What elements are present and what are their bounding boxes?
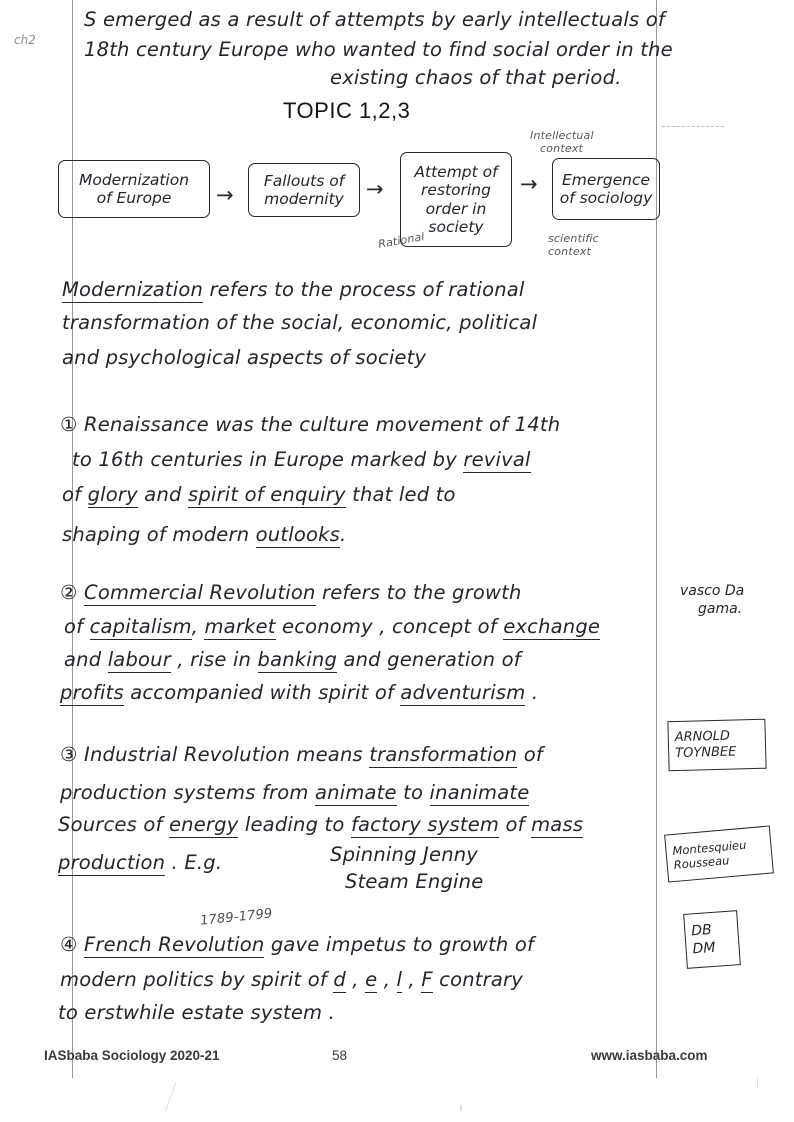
point-2-line-3-a: and (64, 648, 108, 671)
point-1-line-3 (62, 485, 456, 505)
annotation-scientific-context-line-1: scientific (548, 232, 599, 245)
point-4-line-1-rest: gave impetus to growth of (264, 933, 535, 956)
flow-box-fallouts-line-2: modernity (264, 190, 344, 208)
point-1-keyword-glory: glory (87, 483, 138, 506)
point-1-keyword-revival: revival (463, 448, 531, 471)
point-3-line-1 (84, 745, 543, 765)
footer-website: www.iasbaba.com (591, 1048, 708, 1063)
annotation-rational: Rational (377, 230, 426, 251)
flow-box-attempt-line-4: society (428, 217, 484, 236)
point-1-keyword-spirit-of-enquiry: spirit of enquiry (188, 483, 346, 506)
intro-line-3: existing chaos of that period. (330, 66, 622, 89)
flow-box-emergence-line-1: Emergence (561, 170, 651, 189)
point-2-keyword-adventurism: adventurism (400, 681, 526, 704)
point-2-keyword-labour: labour (107, 648, 171, 671)
definition-line-2: transformation of the social, economic, political (62, 311, 538, 334)
point-4-keyword-d: d (333, 968, 346, 991)
point-2-line-2-a: of (64, 615, 90, 638)
point-4-term: French Revolution (84, 933, 265, 956)
definition-term: Modernization (62, 278, 204, 301)
point-3-line-2-a: production systems from (60, 781, 315, 804)
flow-box-attempt-line-3: order in (425, 199, 487, 218)
point-1-line-4 (62, 525, 346, 545)
point-2-line-2-b: , (191, 615, 205, 638)
flow-box-fallouts-line-1: Fallouts of (263, 171, 345, 190)
intro-line-1: S emerged as a result of attempts by early intellectuals of (84, 8, 665, 31)
point-3-line-2 (60, 783, 529, 803)
topic-header: TOPIC 1,2,3 (283, 98, 411, 123)
point-3-keyword-energy: energy (168, 813, 239, 836)
point-4-line-3: to erstwhile estate system . (58, 1001, 336, 1024)
point-1-line-2-a: to 16th centuries in Europe marked by (72, 448, 464, 471)
margin-note-vasco-da-gama (680, 583, 744, 618)
point-3-keyword-production: production (58, 851, 166, 874)
margin-note-toynbee-line-2: TOYNBEE (675, 744, 737, 762)
point-4-line-2-b: , (345, 968, 366, 991)
point-1-line-3-a: of (62, 483, 88, 506)
point-3-term: Industrial Revolution (84, 743, 290, 766)
definition-line-1-rest: refers to the process of rational (203, 278, 525, 301)
point-1-line-1 (84, 415, 560, 435)
point-4-line-2-d: , (402, 968, 422, 991)
definition-line-3: and psychological aspects of society (62, 346, 427, 369)
point-1-line-1-rest: was the culture movement of 14th (208, 413, 561, 436)
point-4-keyword-l: l (396, 968, 403, 991)
stray-mark-1 (165, 1083, 176, 1112)
flow-box-emergence (552, 158, 660, 220)
point-3-keyword-animate: animate (315, 781, 397, 804)
point-3-line-2-b: to (396, 781, 430, 804)
point-3-line-3-b: leading to (238, 813, 351, 836)
flow-box-fallouts (248, 163, 360, 217)
point-3-line-4-a: . E.g. (165, 851, 223, 874)
point-2-line-3-b: , rise in (170, 648, 258, 671)
point-3-number: ③ (60, 743, 78, 766)
flow-arrow-1: → (216, 183, 234, 207)
point-4-line-2-c: , (377, 968, 397, 991)
point-2-keyword-banking: banking (257, 648, 338, 671)
footer-source: IASbaba Sociology 2020-21 (44, 1048, 220, 1063)
point-3-example-2: Steam Engine (345, 870, 484, 893)
point-4-superscript-dates: 1789-1799 (199, 906, 274, 929)
footer-page-number: 58 (332, 1048, 348, 1063)
flow-box-attempt-line-1: Attempt of (414, 162, 498, 181)
margin-scribble: ch2 (14, 33, 36, 47)
point-2-line-3 (64, 650, 521, 670)
flow-box-emergence-line-2: of sociology (559, 189, 653, 207)
point-1-line-4-b: . (339, 523, 347, 546)
margin-note-montesquieu: Montesquieu (671, 837, 747, 858)
point-2-line-2 (64, 617, 600, 637)
flow-box-modernization (58, 160, 210, 218)
definition-line-1 (62, 280, 525, 300)
margin-note-vasco-line-1: vasco Da (680, 583, 745, 599)
margin-note-dm: DM (692, 939, 716, 957)
point-2-number: ② (60, 581, 78, 604)
point-3-line-4 (58, 853, 222, 873)
point-1-keyword-outlooks: outlooks (255, 523, 340, 546)
point-2-line-3-c: and generation of (337, 648, 521, 671)
point-4-number: ④ (60, 933, 78, 956)
intro-line-2: 18th century Europe who wanted to find social order in the (84, 38, 673, 61)
point-4-line-2 (60, 970, 523, 990)
stray-dash-mark (662, 126, 724, 128)
stray-mark-3 (757, 1078, 758, 1087)
annotation-scientific-context-line-2: context (548, 245, 592, 258)
point-1-number: ① (60, 413, 78, 436)
point-3-keyword-factory-system: factory system (350, 813, 500, 836)
margin-note-vasco-line-2: gama. (698, 600, 743, 617)
point-4-line-1 (84, 935, 534, 955)
point-2-keyword-exchange: exchange (503, 615, 601, 638)
page-footer (44, 1048, 744, 1068)
flow-box-attempt-line-2: restoring (421, 181, 491, 200)
point-2-keyword-capitalism: capitalism (89, 615, 192, 638)
point-2-line-1 (84, 583, 522, 603)
flow-box-modernization-line-1: Modernization (78, 170, 190, 189)
point-4-line-2-a: modern politics by spirit of (60, 968, 334, 991)
point-4-line-2-e: contrary (432, 968, 523, 991)
annotation-intellectual-context-line-2: context (540, 142, 584, 155)
margin-note-db-dm (683, 910, 741, 969)
point-2-term: Commercial Revolution (84, 581, 316, 604)
point-1-line-2 (72, 450, 531, 470)
point-3-keyword-transformation: transformation (369, 743, 518, 766)
point-3-line-3-a: Sources of (58, 813, 169, 836)
point-3-example-1: Spinning Jenny (330, 843, 479, 866)
point-3-line-1-b: of (517, 743, 543, 766)
flow-arrow-3: → (520, 172, 538, 196)
flow-box-modernization-line-2: of Europe (96, 189, 172, 207)
point-2-line-4 (60, 683, 538, 703)
margin-note-arnold-toynbee (667, 719, 766, 772)
point-4-keyword-f: F (421, 968, 433, 991)
point-1-line-4-a: shaping of modern (62, 523, 256, 546)
point-1-line-3-c: that led to (345, 483, 456, 506)
point-2-line-4-b: . (525, 681, 539, 704)
point-2-line-2-c: economy , concept of (275, 615, 504, 638)
point-2-line-1-rest: refers to the growth (315, 581, 522, 604)
margin-note-db: DB (690, 922, 713, 940)
margin-note-montesquieu-rousseau (664, 825, 774, 882)
point-1-line-3-b: and (137, 483, 188, 506)
point-2-keyword-market: market (204, 615, 276, 638)
point-3-keyword-inanimate: inanimate (429, 781, 530, 804)
annotation-intellectual-context-line-1: Intellectual (530, 129, 594, 142)
margin-note-toynbee-line-1: ARNOLD (674, 728, 731, 746)
point-4-keyword-e: e (365, 968, 378, 991)
point-3-line-3-c: of (499, 813, 532, 836)
point-3-line-3 (58, 815, 583, 835)
point-2-keyword-profits: profits (60, 681, 124, 704)
margin-note-rousseau: Rousseau (673, 853, 730, 872)
point-3-line-1-a: means (290, 743, 370, 766)
point-2-line-4-a: accompanied with spirit of (123, 681, 401, 704)
flow-arrow-2: → (366, 177, 384, 201)
point-1-term: Renaissance (84, 413, 209, 436)
point-3-keyword-mass: mass (531, 813, 584, 836)
stray-mark-2 (460, 1105, 462, 1111)
